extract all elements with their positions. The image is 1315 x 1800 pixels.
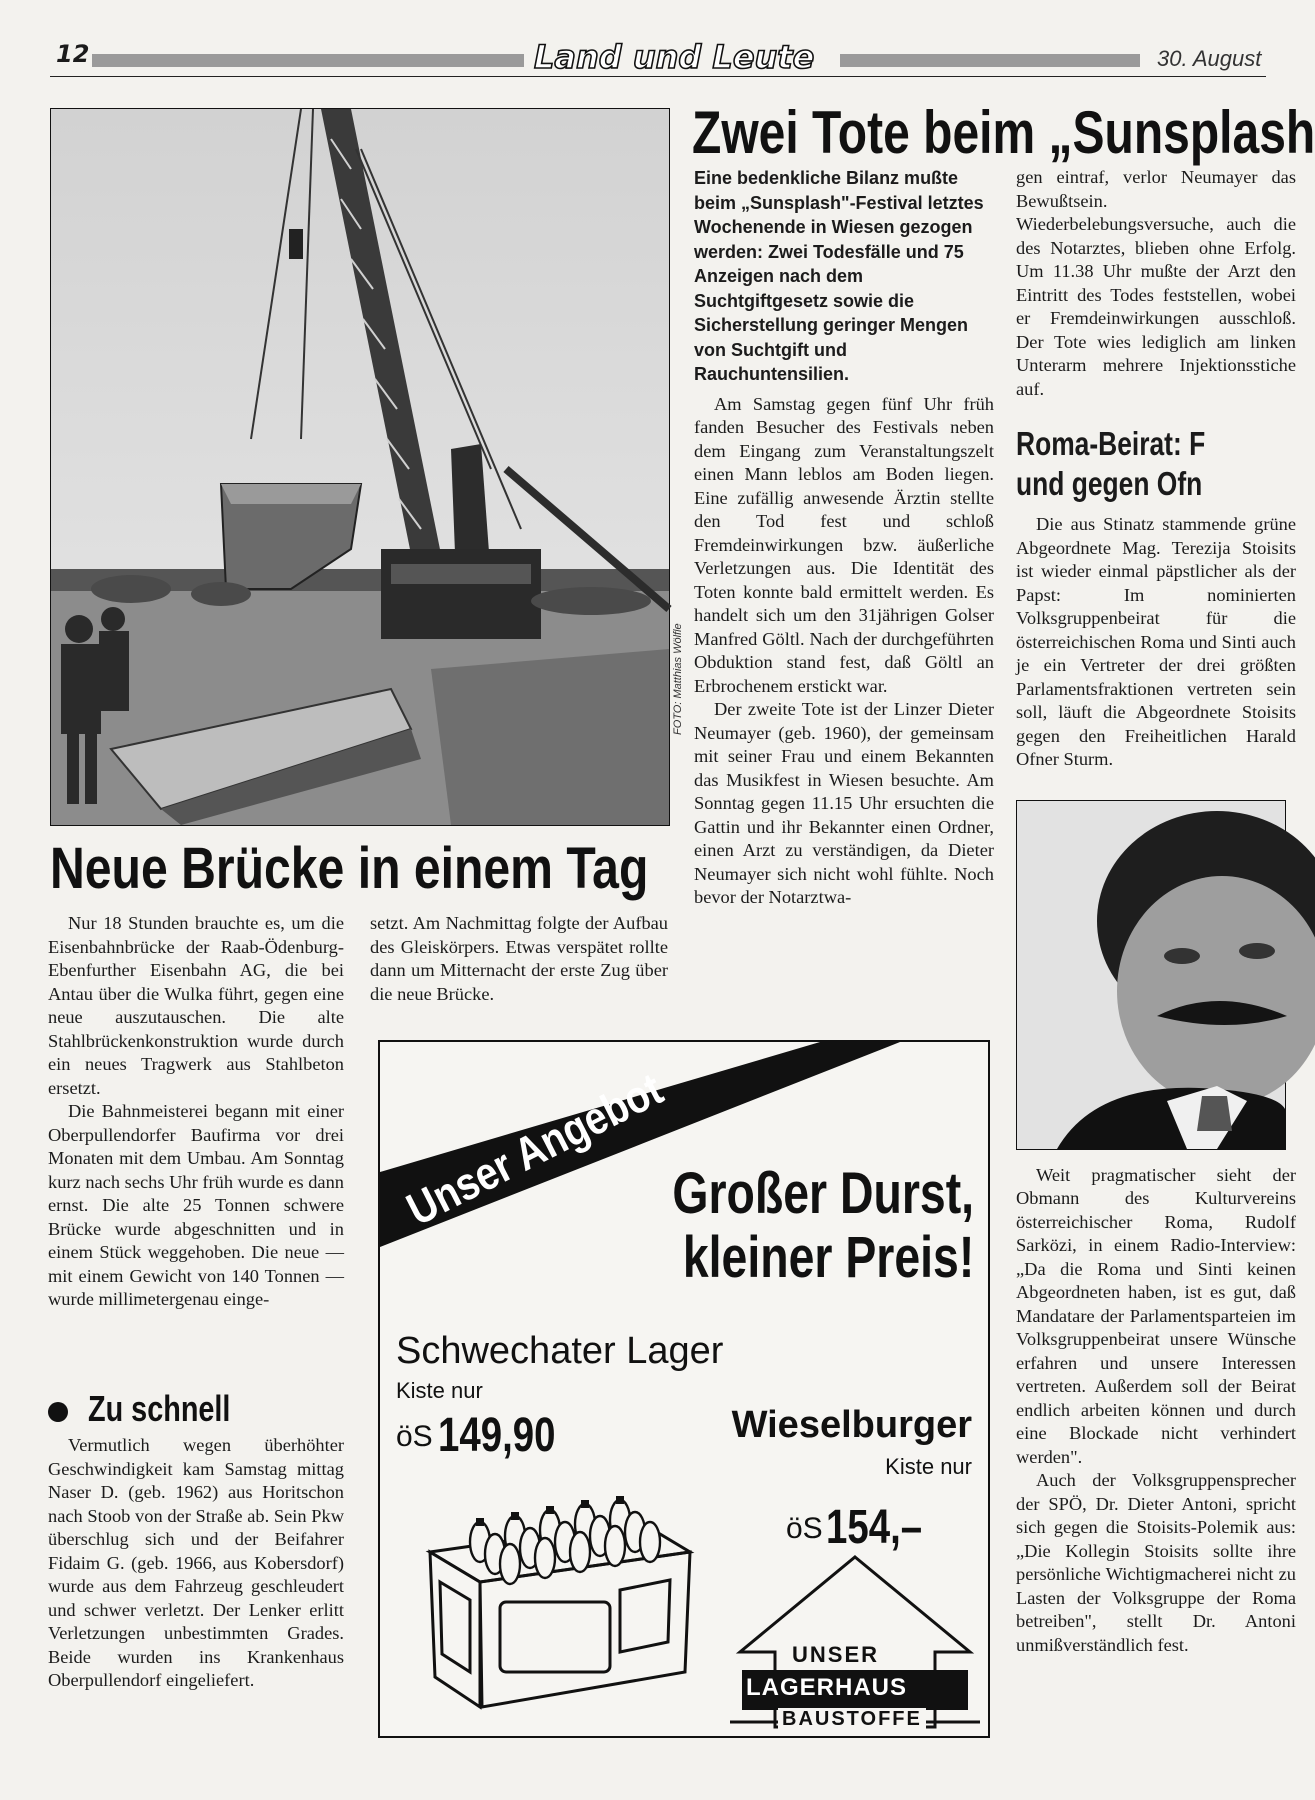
ad-product2-unit: Kiste nur <box>885 1454 972 1479</box>
speeding-paragraph: Vermutlich wegen überhöhter Geschwindigkeit kam Samstag mittag Naser D. (geb. 1962) aus Horitschon nach Stoob von der Straße ab. Sein Pkw überschlug sich und der Beifahrer Fidaim G. (geb. 1966, aus Kobersdorf) wurde aus dem Fahrzeug geschleudert und schwer verletzt. Der Lenker erlitt Verletzungen unbestimmten Grades. Beide wurden ins Krankenhaus Oberpullendorf eingeliefert. <box>48 1435 344 1690</box>
ad-slogan-line2: kleiner Preis! <box>682 1225 974 1290</box>
roma-headline-line2: und gegen Ofn <box>1016 465 1203 502</box>
bridge-paragraph-2: Die Bahnmeisterei begann mit einer Oberpullendorfer Baufirma vor drei Monaten mit dem Umbau. Am Sonntag kurz nach sechs Uhr früh wurde es dann ernst. Die alte 25 Tonnen schwere Brücke wurde abgeschnitten und in einem Stück weggehoben. Die neue — mit einem Gewicht von 140 Tonnen — wurde millimetergenau einge- <box>48 1101 344 1309</box>
speeding-bullet-icon <box>48 1402 68 1422</box>
right-column <box>1016 166 1296 1800</box>
section-masthead: Land und Leute <box>534 38 815 76</box>
ad-product1-name: Schwechater Lager <box>396 1330 724 1372</box>
bridge-headline: Neue Brücke in einem Tag <box>50 836 649 901</box>
crane-bridge-illustration <box>51 109 669 825</box>
ad-product1-currency: öS <box>396 1420 433 1453</box>
roma-paragraph-2: Weit pragmatischer sieht der Obmann des Kulturvereins österreichischer Roma, Rudolf Sarközi, in einem Radio-Interview: „Da die Roma und Sinti keinen Abgeordneten haben, ist es gut, daß Mandatare der Parlamentsparteien im Volksgruppenbeirat unsere Wünsche erfahren und unsere Interessen vertreten. Außerdem soll der Beirat endlich arbeiten können und durch eine Blockade nicht verhindert werden". <box>1016 1164 1296 1467</box>
header-rule-right <box>840 54 1140 67</box>
bridge-construction-photo <box>50 108 670 826</box>
lagerhaus-advertisement <box>378 1040 990 1738</box>
issue-date: 30. August <box>1157 46 1262 71</box>
ad-logo-line2: LAGERHAUS <box>746 1674 908 1701</box>
header-rule-left <box>92 54 524 67</box>
sunsplash-column <box>694 166 994 910</box>
page-number: 12 <box>56 40 90 68</box>
bridge-article-col1 <box>48 912 344 1312</box>
roma-paragraph-1: Die aus Stinatz stammende grüne Abgeordnete Mag. Terezija Stoisits ist wieder einmal päpstlicher als der Papst: Im nominierten Volksgruppenbeirat für die österreichischen Roma und Sinti auch je ein Vertreter der drei größten Parlamentsfraktionen vertreten sein soll, läuft die Abgeordnete Stoisits gegen den Freiheitlichen Harald Ofner Sturm. <box>1016 514 1296 769</box>
roma-paragraph-3: Auch der Volksgruppensprecher der SPÖ, Dr. Dieter Antoni, spricht sich gegen die Stoisits-Polemik aus: „Die Kollegin Stoisits sollte ihre persönliche Wichtigmacherei nicht zu Lasten der Volksgruppe der Roma betreiben", stellt Dr. Antoni unmißverständlich fest. <box>1016 1470 1296 1655</box>
header-underline <box>50 76 1266 77</box>
ad-slogan-line1: Großer Durst, <box>672 1161 974 1226</box>
ad-product2-name: Wieselburger <box>731 1404 972 1446</box>
speeding-headline: Zu schnell <box>88 1388 231 1429</box>
beer-crate-icon <box>420 1472 700 1712</box>
sunsplash-lead: Eine bedenkliche Bilanz mußte beim „Sunsplash"-Festival letztes Wochenende in Wiesen gezogen werden: Zwei Todesfälle und 75 Anzeigen nach dem Suchtgiftgesetz sowie die Sicherstellung geringer Mengen von Suchtgift und Rauchuntensilien. <box>694 168 984 384</box>
sunsplash-headline: Zwei Tote beim „Sunsplash <box>692 99 1315 166</box>
sunsplash-paragraph-1: Am Samstag gegen fünf Uhr früh fanden Besucher des Festivals neben dem Eingang zum Veranstaltungszelt einen Mann leblos am Boden liegen. Eine zufällig anwesende Ärztin stellte den Tod fest und schloß Fremdeinwirkungen bzw. äußerliche Verletzungen aus. Die Identität des Toten konnte bald ermittelt werden. Es handelt sich um den 31jährigen Golser Manfred Göltl. Nach der durchgeführten Obduktion stand fest, daß Göltl an Erbrochenem erstickt war. <box>694 393 994 696</box>
ad-logo-line1: UNSER <box>792 1642 880 1667</box>
ad-product2-currency: öS <box>786 1512 823 1545</box>
ad-product1-price: 149,90 <box>438 1409 556 1462</box>
roma-headline-line1: Roma-Beirat: F <box>1016 425 1206 462</box>
ad-product1-unit: Kiste nur <box>396 1378 483 1403</box>
ad-product2-price: 154,– <box>826 1501 923 1554</box>
portrait-illustration <box>1017 801 1285 1149</box>
sunsplash-continuation <box>1016 166 1296 401</box>
ad-banner-text: Unser Angebot <box>398 1062 671 1236</box>
bridge-article-col2 <box>370 912 668 1006</box>
sunsplash-continuation-text: gen eintraf, verlor Neumayer das Bewußtsein. Wiederbelebungsversuche, auch die des Notarztes, blieben ohne Erfolg. Um 11.38 Uhr mußte der Arzt den Eintritt des Todes feststellen, wobei er Fremdeinwirkungen ausschloß. Der Tote wies lediglich am linken Unterarm mehrere Injektionsstiche auf. <box>1016 167 1296 399</box>
portrait-photo <box>1016 800 1286 1150</box>
photo-credit: FOTO: Matthias Wölfle <box>672 623 684 735</box>
ad-logo-line3: BAUSTOFFE <box>778 1708 926 1731</box>
sunsplash-paragraph-2: Der zweite Tote ist der Linzer Dieter Neumayer (geb. 1960), der gemeinsam mit seiner Frau und einem Bekannten das Musikfest in Wiesen besuchte. Am Sonntag gegen 11.15 Uhr ersuchten die Gattin und ihr Bekannter einen Ordner, einen Arzt zu verständigen, da Dieter Neumayer sich nicht wohl fühlte. Noch bevor der Notarztwa- <box>694 699 994 907</box>
speeding-article-text <box>48 1434 344 1693</box>
bridge-paragraph-1: Nur 18 Stunden brauchte es, um die Eisenbahnbrücke der Raab-Ödenburg-Ebenfurther Eisenbahn AG, die bei Antau über die Wulka führt, gegen eine neue auszutauschen. Die alte Stahlbrückenkonstruktion wurde durch ein neues Tragwerk aus Stahlbeton ersetzt. <box>48 913 344 1098</box>
bridge-paragraph-3: setzt. Am Nachmittag folgte der Aufbau des Gleiskörpers. Etwas verspätet rollte dann um Mitternacht der erste Zug über die neue Brücke. <box>370 913 668 1004</box>
